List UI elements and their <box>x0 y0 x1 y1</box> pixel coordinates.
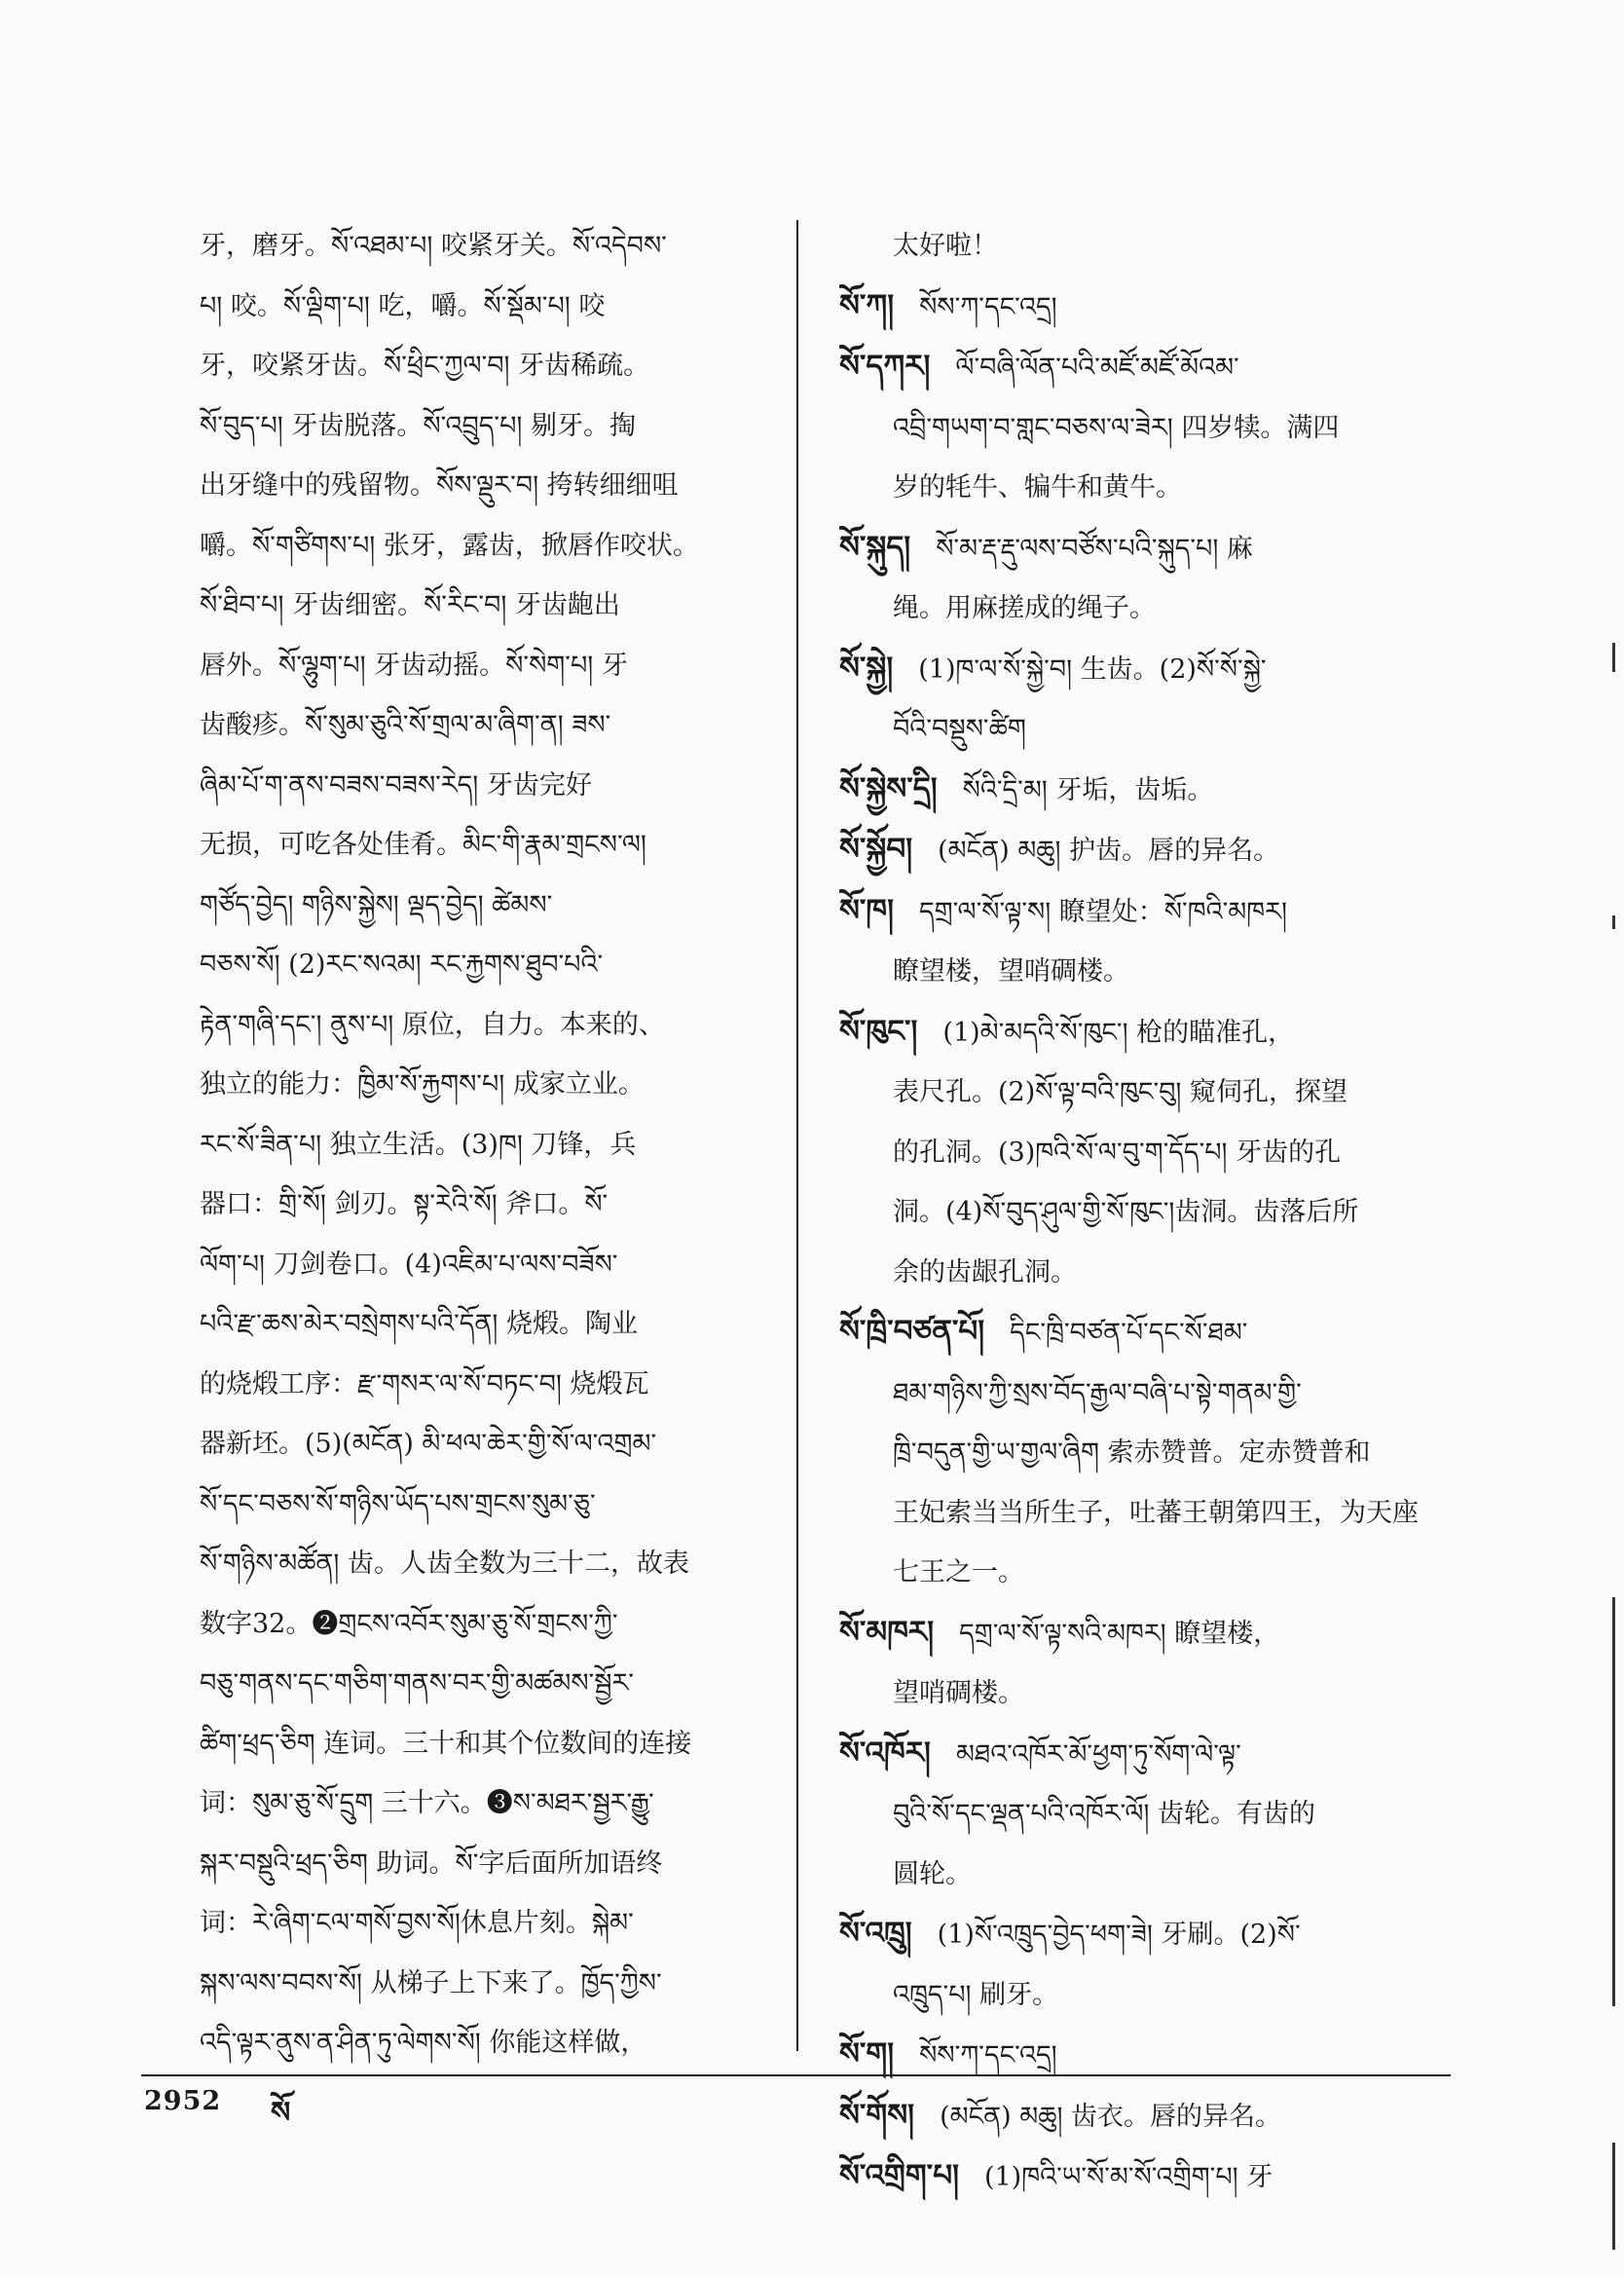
column-divider <box>796 220 798 2051</box>
entry-continuation-line: 的孔洞。(3)ཁའི་སོ་ལ་བུ་ག་དོད་པ། 牙齿的孔 <box>893 1137 1342 1168</box>
footer-rule <box>141 2074 1451 2076</box>
dictionary-entry <box>839 881 1462 1002</box>
text-line: བཅས་སོ། (2)རང་སའམ། རང་རྐྱགས་ཐུབ་པའི་ <box>200 950 604 980</box>
entry-headword: སོ་དཀར། <box>839 349 931 384</box>
entry-headword: སོ་སྐྱེ། <box>839 650 894 686</box>
entry-definition: (1)ཁའི་ཡ་སོ་མ་སོ་འགྲིག་པ། 牙 <box>983 2162 1273 2192</box>
entry-first-line <box>839 518 1462 579</box>
entry-definition: (1)ཁ་ལ་སོ་སྐྱེ་བ། 生齿。(2)སོ་སོ་སྐྱེ་ <box>918 653 1267 685</box>
entry-headword: སོ་འཁྲུ། <box>839 1916 912 1951</box>
entry-first-line <box>839 1002 1462 1064</box>
entry-definition: སོའི་དྲི་མ། 牙垢，齿垢。 <box>962 774 1214 805</box>
text-line: གཙོད་བྱེད། གཉིས་སྐྱེས། ལྡད་བྱེད། ཚེམས་ <box>200 889 553 920</box>
entry-continuation-line: 表尺孔。(2)སོ་ལྟ་བའི་ཁུང་བུ། 窥伺孔，探望 <box>893 1077 1348 1107</box>
entry-continuation-line: ཐམ་གཉིས་ཀྱི་སྲས་བོད་རྒྱལ་བཞི་པ་སྟེ་གནམ་གྱི་ <box>893 1377 1302 1408</box>
scan-edge-mark <box>1612 1597 1615 2006</box>
text-line: སོ་གཉིས་མཚོན། 齿。人齿全数为三十二，故表 <box>200 1549 690 1579</box>
text-line: རང་སོ་ཟིན་པ། 独立生活。(3)ཁ། 刀锋，兵 <box>200 1129 637 1160</box>
left-column <box>200 216 774 2073</box>
entry-continuation-line: 洞。(4)སོ་བུད་ཤུལ་གྱི་སོ་ཁུང་།齿洞。齿落后所 <box>893 1197 1359 1227</box>
entry-continuation-line: 七王之一。 <box>893 1557 1024 1587</box>
entry-first-line <box>839 820 1462 881</box>
text-line: 无损，可吃各处佳肴。མིང་གི་རྣམ་གྲངས་ལ། <box>200 830 646 860</box>
text-line: སྐར་བསྡུའི་ཕྲད་ཅིག 助词。སོ་字后面所加语终 <box>200 1848 663 1879</box>
entry-first-line <box>839 2146 1462 2208</box>
entry-continuation-line: 绳。用麻搓成的绳子。 <box>893 593 1156 623</box>
dictionary-entry <box>839 1904 1462 2025</box>
dictionary-entry <box>839 1002 1462 1303</box>
entry-headword: སོ་སྐྱེས་དྲི། <box>839 770 938 806</box>
entry-definition: སོ་མ་རྡ་རྡུ་ལས་བཙོས་པའི་སྐུད་པ། 麻 <box>936 533 1253 564</box>
dictionary-entry <box>839 2025 1462 2086</box>
entry-headword: སོ་ཁུང་། <box>839 1013 918 1049</box>
entry-headword: སོ་སྐུད། <box>839 529 911 565</box>
dictionary-entry <box>839 2086 1462 2147</box>
entry-headword: སོ་འགྲིག་པ། <box>839 2158 959 2193</box>
dictionary-entry <box>839 1603 1462 1724</box>
text-line: 词：རེ་ཞིག་ངལ་གསོ་བྱས་སོ།休息片刻。སྐེམ་ <box>200 1908 634 1938</box>
entry-headword: སོ་ཁ། <box>839 892 895 928</box>
entry-headword: སོ་འཁོར། <box>839 1735 931 1771</box>
entry-continuation-line: འཁྲུད་པ། 刷牙。 <box>893 1979 1059 2010</box>
text-line: ལོག་པ། 刀剑卷口。(4)འཇིམ་པ་ལས་བཟོས་ <box>200 1249 618 1280</box>
dictionary-entry <box>839 760 1462 821</box>
text-line: སོ་བུད་པ། 牙齿脱落。སོ་འབྲུད་པ། 剔牙。掏 <box>200 410 636 441</box>
entry-first-line <box>839 881 1462 943</box>
entry-definition: (མངོན) མཆུ། 齿衣。唇的异名。 <box>940 2101 1282 2132</box>
text-line: 牙，磨牙。སོ་འཐམ་པ། 咬紧牙关。སོ་འདེབས་ <box>200 231 667 261</box>
text-line: 的烧煅工序：རྫ་གསར་ལ་སོ་བཏང་བ། 烧煅瓦 <box>200 1368 649 1400</box>
entry-continuation-line: 岁的牦牛、犏牛和黄牛。 <box>893 472 1182 503</box>
dictionary-entry <box>839 820 1462 881</box>
text-line: འདི་ལྟར་ནུས་ན་ཤིན་ཏུ་ལེགས་སོ། 你能这样做， <box>200 2028 647 2058</box>
entry-first-line <box>839 1724 1462 1785</box>
entry-definition: མཐའ་འཁོར་མོ་ཕྱག་ཏུ་སོག་ལེ་ལྟ་ <box>955 1738 1241 1770</box>
entry-first-line <box>839 760 1462 821</box>
entry-first-line <box>839 1302 1462 1363</box>
dictionary-entry <box>839 337 1462 518</box>
entry-first-line <box>839 639 1462 700</box>
entry-definition: (1)མེ་མདའི་སོ་ཁུང་། 枪的瞄准孔， <box>942 1017 1295 1048</box>
entry-definition: དགྲ་ལ་སོ་ལྟ་སའི་མཁར། 瞭望楼， <box>959 1618 1280 1649</box>
entry-headword: སོ་ག། <box>839 2036 895 2072</box>
text-line: པ། 咬。སོ་ལྡིག་པ། 吃，嚼。སོ་སྡོམ་པ། 咬 <box>200 290 606 321</box>
page-number: 2952 <box>144 2086 222 2116</box>
text-line: ཚིག་ཕྲད་ཅིག 连词。三十和其个位数间的连接 <box>200 1728 692 1759</box>
text-line: 数字32。❷གྲངས་འབོར་སུམ་ཅུ་སོ་གྲངས་ཀྱི་ <box>200 1608 618 1639</box>
entry-definition: དགྲ་ལ་སོ་ལྟ་ས། 瞭望处：སོ་ཁའི་མཁར། <box>919 896 1287 927</box>
entry-headword: སོ་གོས། <box>839 2097 915 2133</box>
text-line: སོ་ཐིབ་པ། 牙齿细密。སོ་རིང་བ། 牙齿龅出 <box>200 590 620 620</box>
text-line: པའི་རྫ་ཆས་མེར་བསྲེགས་པའི་དོན། 烧煅。陶业 <box>200 1309 639 1339</box>
running-head: སོ <box>271 2096 291 2130</box>
text-line: 牙，咬紧牙齿。སོ་ཕྲིང་ཀྱལ་བ། 牙齿稀疏。 <box>200 351 650 381</box>
entry-definition: སོས་ཀ་དང་འདྲ། <box>919 291 1057 322</box>
entry-continuation-line: 望哨碉楼。 <box>893 1678 1024 1708</box>
text-line: སྐས་ལས་བབས་སོ། 从梯子上下来了。ཁྱོད་ཀྱིས་ <box>200 1967 662 1998</box>
entry-definition: དིང་ཁྲི་བཙན་པོ་དང་སོ་ཐམ་ <box>1010 1318 1248 1348</box>
dictionary-entry <box>839 518 1462 639</box>
text-line: བཅུ་གནས་དང་གཅིག་གནས་བར་གྱི་མཚམས་སྦྱོར་ <box>200 1668 634 1698</box>
entry-definition: (1)སོ་འཁྲུད་བྱེད་ཕག་ཟེ། 牙刷。(2)སོ་ <box>937 1920 1301 1950</box>
entry-definition: (མངོན) མཆུ། 护齿。唇的异名。 <box>938 836 1280 866</box>
text-line: སོ་དང་བཅས་སོ་གཉིས་ཡོད་པས་གྲངས་སུམ་ཅུ་ <box>200 1488 596 1519</box>
dictionary-entry <box>839 1724 1462 1905</box>
entry-continuation-line: བུའི་སོ་དང་ལྡན་པའི་འཁོར་ལོ། 齿轮。有齿的 <box>893 1799 1316 1829</box>
text-line: 出牙缝中的残留物。སོས་ལྡུར་བ། 挎转细细咀 <box>200 470 679 501</box>
dictionary-entry <box>839 216 1462 277</box>
entry-first-line <box>839 1904 1462 1965</box>
right-column <box>839 216 1462 2208</box>
entry-definition: སོས་ཀ་དང་འདྲ། <box>919 2040 1057 2071</box>
dictionary-entry <box>839 639 1462 760</box>
scan-edge-mark <box>1612 643 1615 672</box>
entry-first-line <box>839 2025 1462 2086</box>
text-line: རྟེན་གཞི་དང་། ནུས་པ། 原位，自力。本来的、 <box>200 1009 665 1040</box>
entry-continuation-line: 余的齿龈孔洞。 <box>893 1256 1077 1288</box>
entry-continuation-line: འབྲི་གཡག་བ་གླང་བཅས་ལ་ཟེར། 四岁犊。满四 <box>893 412 1340 443</box>
text-line: ཞིམ་པོ་ག་ནས་བཟས་བཟས་རེད། 牙齿完好 <box>200 769 592 801</box>
text-line: 齿酸疹。སོ་སུམ་ཅུའི་སོ་གྲལ་མ་ཞིག་ན། ཟས་ <box>200 710 611 740</box>
entry-first-line <box>839 2086 1462 2147</box>
scan-edge-mark <box>1612 2143 1615 2250</box>
entry-continuation-line: ཁྲི་བདུན་གྱི་ཡ་གྱལ་ཞིག 索赤赞普。定赤赞普和 <box>893 1437 1371 1468</box>
text-line: 词：སུམ་ཅུ་སོ་དྲུག 三十六。❸ས་མཐར་སྦྱར་རྒྱུ་ <box>200 1788 654 1818</box>
entry-continuation-line: 圆轮。 <box>893 1858 972 1889</box>
text-line: 独立的能力：ཁྱིམ་སོ་རྐྱགས་པ། 成家立业。 <box>200 1069 645 1100</box>
entry-continuation-line: 太好啦！ <box>893 231 998 261</box>
entry-continuation-line: 瞭望楼，望哨碉楼。 <box>893 956 1129 987</box>
dictionary-entry <box>839 277 1462 338</box>
text-line: 器新坯。(5)(མངོན) མི་ཕལ་ཆེར་གྱི་སོ་ལ་འགྲམ་ <box>200 1429 657 1459</box>
entry-definition: ལོ་བཞི་ལོན་པའི་མཛོ་མཛོ་མོའམ་ <box>955 353 1239 383</box>
text-line: 器口：གྲི་སོ། 剑刃。སྟ་རེའི་སོ། 斧口。སོ་ <box>200 1189 609 1219</box>
entry-first-line <box>839 277 1462 338</box>
dictionary-entry <box>839 1302 1462 1603</box>
text-line: 唇外。སོ་ལྷུག་པ། 牙齿动摇。སོ་སེག་པ། 牙 <box>200 650 628 681</box>
entry-first-line <box>839 337 1462 398</box>
entry-headword: སོ་མཁར། <box>839 1614 935 1650</box>
dictionary-entry <box>839 2146 1462 2208</box>
entry-continuation-line: 王妃索当当所生子，吐蕃王朝第四王，为天座 <box>893 1497 1419 1528</box>
entry-headword: སོ་ཁྲི་བཙན་པོ། <box>839 1314 985 1349</box>
entry-headword: སོ་སྐྱོབ། <box>839 832 913 867</box>
entry-headword: སོ་ཀ། <box>839 287 895 323</box>
text-line: 嚼。སོ་གཙིགས་པ། 张牙，露齿，掀唇作咬状。 <box>200 530 699 561</box>
entry-continuation-line: བོའི་བསྡུས་ཚིག <box>893 714 1026 744</box>
scan-edge-mark <box>1612 915 1615 929</box>
entry-first-line <box>839 1603 1462 1664</box>
